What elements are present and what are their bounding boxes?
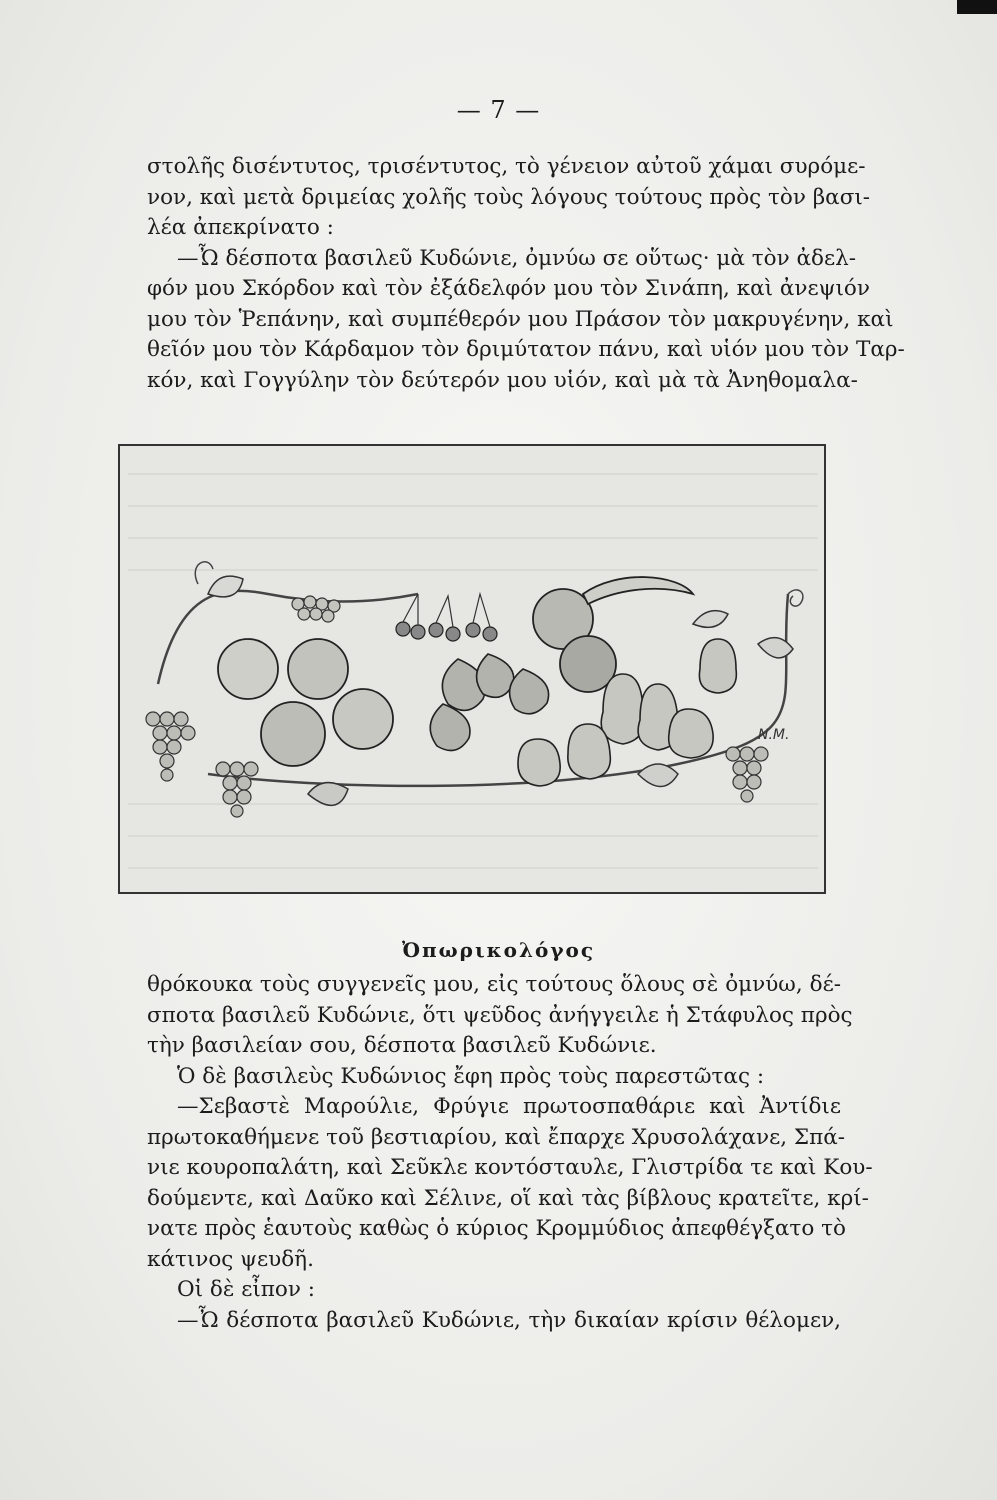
text-line: Οἱ δὲ εἶπον : <box>177 1277 315 1302</box>
text-line: νατε πρὸς ἑαυτοὺς καθὼς ὁ κύριος Κρομμύδιος ἀπεφθέγξατο τὸ <box>147 1216 846 1241</box>
text-line: φόν μου Σκόρδον καὶ τὸν ἐξάδελφόν μου τὸν Σινάπη, καὶ ἀνεψιόν <box>147 276 870 301</box>
text-line: νιε κουροπαλάτη, καὶ Σεῦκλε κοντόσταυλε, Γλιστρίδα τε καὶ Κου- <box>147 1155 873 1180</box>
text-line: κάτινος ψευδῆ. <box>147 1246 314 1272</box>
text-line: τὴν βασιλείαν σου, δέσποτα βασιλεῦ Κυδώνιε. <box>147 1033 657 1058</box>
text-line: —Σεβαστὲ Μαρούλιε, Φρύγιε πρωτοσπαθάριε καὶ Ἀντίδιε <box>177 1094 841 1119</box>
text-line: θρόκουκα τοὺς συγγενεῖς μου, εἰς τούτους ὅλους σὲ ὀμνύω, δέ- <box>147 972 841 997</box>
grape-cluster-top <box>292 596 340 622</box>
text-line: σποτα βασιλεῦ Κυδώνιε, ὅτι ψεῦδος ἀνήγγειλε ἡ Στάφυλος πρὸς <box>147 1002 853 1028</box>
text-line: δούμεντε, καὶ Δαῦκο καὶ Σέλινε, οἵ καὶ τὰς βίβλους κρατεῖτε, κρί- <box>147 1185 869 1211</box>
text-line: λέα ἀπεκρίνατο : <box>147 215 334 240</box>
text-line: Ὁ δὲ βασιλεὺς Κυδώνιος ἔφη πρὸς τοὺς παρεστῶτας : <box>177 1063 765 1089</box>
fruit-illustration <box>118 444 826 894</box>
top-paragraphs <box>147 152 905 396</box>
page-number: — 7 — <box>456 96 541 124</box>
figure-caption: Ὀπωρικολόγος <box>401 938 596 962</box>
fruit-illustration-drawing <box>118 444 826 894</box>
text-line: μου τὸν Ῥεπάνην, καὶ συμπέθερόν μου Πράσον τὸν μακρυγένην, καὶ <box>147 306 894 332</box>
text-line: —Ὦ δέσποτα βασιλεῦ Κυδώνιε, ὀμνύω σε οὕτως· μὰ τὸν ἀδελ- <box>177 245 856 271</box>
text-line: νον, καὶ μετὰ δριμείας χολῆς τοὺς λόγους τούτους πρὸς τὸν βασι- <box>147 184 871 210</box>
text-line: —Ὦ δέσποτα βασιλεῦ Κυδώνιε, τὴν δικαίαν κρίσιν θέλομεν, <box>177 1307 841 1333</box>
text-line: στολῆς δισέντυτος, τρισέντυτος, τὸ γένειον αὐτοῦ χάμαι συρόμε- <box>147 154 866 179</box>
illustrator-signature: N.M. <box>758 727 790 743</box>
scan-corner-mark <box>957 0 997 14</box>
bottom-paragraphs <box>147 970 873 1336</box>
text-line: πρωτοκαθήμενε τοῦ βεστιαρίου, καὶ ἔπαρχε Χρυσολάχανε, Σπά- <box>147 1124 846 1150</box>
text-line: κόν, καὶ Γογγύλην τὸν δεύτερόν μου υἱόν, καὶ μὰ τὰ Ἀνηθομαλα- <box>147 367 858 393</box>
text-line: θεῖόν μου τὸν Κάρδαμον τὸν δριμύτατον πάνυ, καὶ υἱόν μου τὸν Ταρ- <box>147 337 905 362</box>
